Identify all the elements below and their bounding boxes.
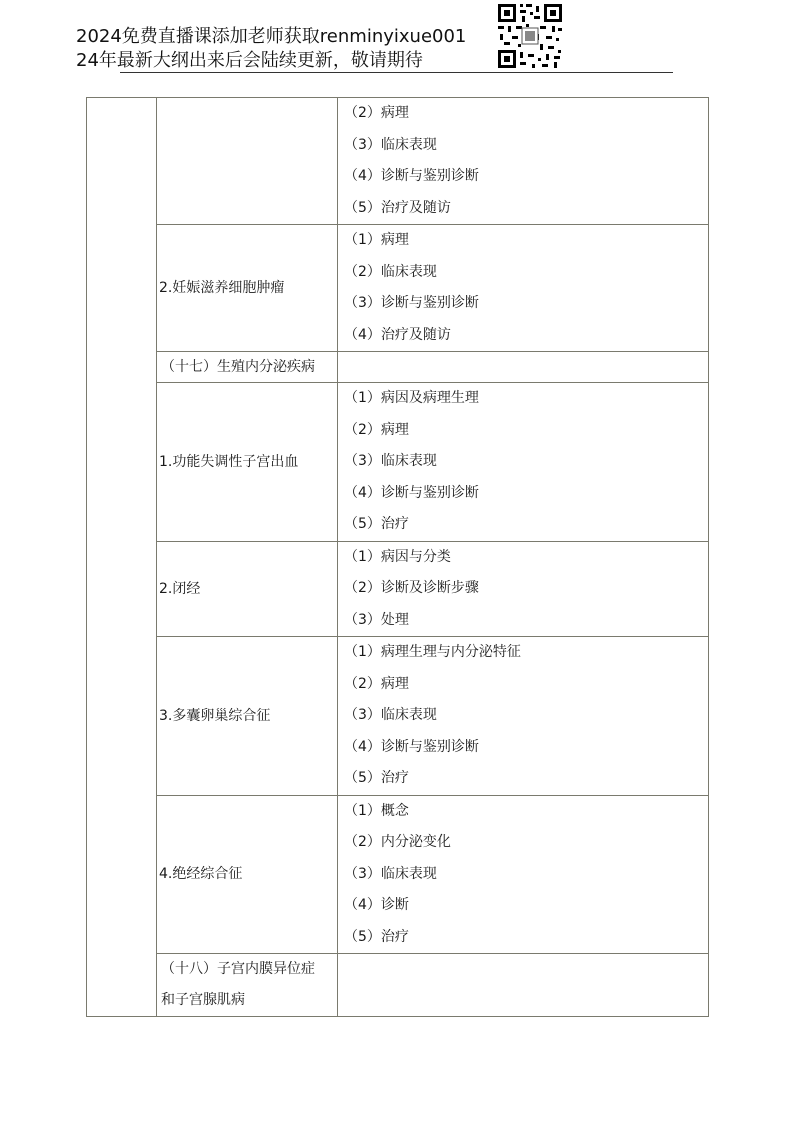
list-item: （1）病理 [344,232,409,248]
promo-line-1: 2024免费直播课添加老师获取renminyixue001 [76,26,467,47]
chapter-heading-cell: （十七）生殖内分泌疾病 [157,352,338,383]
list-item: （5）治疗 [344,770,409,786]
list-item: （3）临床表现 [344,453,437,469]
table-row [87,795,709,954]
subject-cell: 4.绝经综合征 [157,795,338,954]
table-row [87,383,709,542]
list-item: （3）诊断与鉴别诊断 [344,295,479,311]
header-divider [120,72,673,73]
list-item: （1）病因与分类 [344,548,451,565]
subject-cell [157,98,338,225]
list-item: （2）病理 [344,421,409,438]
list-item: （5）治疗 [344,928,409,945]
list-item: （4）诊断与鉴别诊断 [344,738,479,755]
table-row [87,352,709,383]
chapter-heading-cell [157,954,338,1017]
list-item: （2）病理 [344,105,409,121]
table-row [87,541,709,637]
list-item: （4）诊断与鉴别诊断 [344,168,479,184]
chapter-heading-line: 和子宫腺肌病 [161,992,245,1008]
items-cell [338,637,709,796]
chapter-heading-line: （十八）子宫内膜异位症 [161,961,315,977]
list-item: （5）治疗及随访 [344,199,451,216]
list-item: （5）治疗 [344,516,409,532]
table-row [87,225,709,352]
items-cell [338,383,709,542]
items-cell [338,98,709,225]
empty-cell [338,352,709,383]
items-cell [338,225,709,352]
list-item: （2）诊断及诊断步骤 [344,580,479,596]
qr-code-icon [496,2,564,70]
subject-cell: 3.多囊卵巢综合征 [157,637,338,796]
list-item: （1）病因及病理生理 [344,390,479,406]
list-item: （3）临床表现 [344,707,437,723]
section-column-cell [87,98,157,1017]
items-cell [338,795,709,954]
subject-cell: 2.妊娠滋养细胞肿瘤 [157,225,338,352]
list-item: （2）临床表现 [344,263,437,280]
list-item: （3）临床表现 [344,865,437,882]
list-item: （3）处理 [344,611,409,628]
list-item: （4）诊断与鉴别诊断 [344,484,479,501]
table-row [87,954,709,1017]
list-item: （4）诊断 [344,897,409,913]
table-row [87,637,709,796]
empty-cell [338,954,709,1017]
table-row [87,98,709,225]
list-item: （3）临床表现 [344,136,437,153]
list-item: （1）病理生理与内分泌特征 [344,644,521,660]
list-item: （1）概念 [344,802,409,819]
items-cell [338,541,709,637]
subject-cell: 1.功能失调性子宫出血 [157,383,338,542]
subject-cell: 2.闭经 [157,541,338,637]
list-item: （4）治疗及随访 [344,326,451,343]
promo-line-2: 24年最新大纲出来后会陆续更新，敬请期待 [76,50,423,71]
syllabus-table [86,97,709,1017]
list-item: （2）内分泌变化 [344,834,451,850]
list-item: （2）病理 [344,675,409,692]
